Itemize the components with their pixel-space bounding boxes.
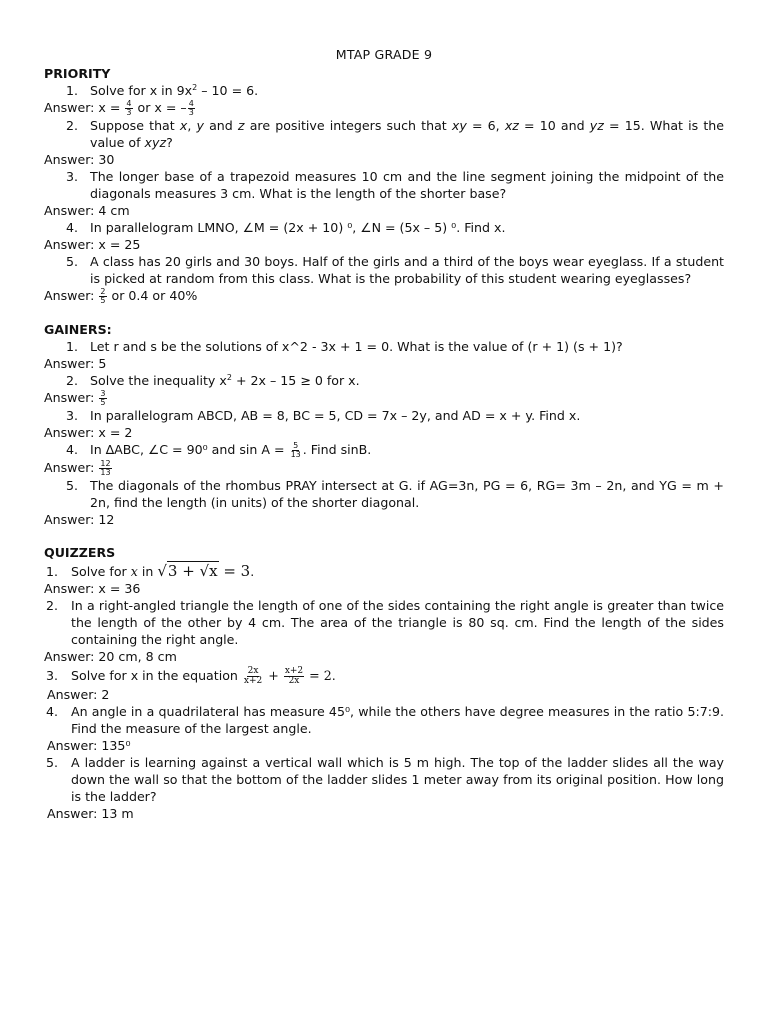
variable: x: [179, 118, 188, 133]
question-text: [90, 372, 724, 389]
variable: x: [130, 564, 138, 579]
numerator: 4: [126, 99, 132, 108]
question-text-part: ?: [166, 135, 173, 150]
question-item: [44, 754, 724, 805]
section-heading-gainers: GAINERS:: [44, 322, 112, 337]
numerator: 5: [293, 441, 299, 450]
question-text-part: = 15. What is the value of: [90, 118, 725, 150]
question-text: [71, 667, 724, 686]
answer-line: Answer: 30: [44, 152, 115, 167]
fraction: [99, 390, 106, 407]
answer-line: Answer: 13 m: [47, 806, 134, 821]
fraction: [125, 100, 132, 117]
question-number: 1.: [46, 564, 59, 579]
question-number: 5.: [66, 254, 79, 269]
answer-line: [44, 99, 724, 117]
math-expression: √3 + √x = 3: [157, 562, 251, 580]
answer-text: or 0.4 or 40%: [107, 288, 198, 303]
question-text: In parallelogram ABCD, AB = 8, BC = 5, CD = 7x – 2y, and AD = x + y. Find x.: [90, 408, 581, 423]
denominator: x+2: [243, 676, 263, 686]
denominator: 13: [100, 468, 111, 477]
question-text: A class has 20 girls and 30 boys. Half of the girls and a third of the boys wear eyeglass. If a student is picked at random from this class. What is the probability of this student wearing eyeglasses?: [90, 254, 724, 286]
question-item: [44, 665, 724, 686]
question-text-part: + 2x – 15 ≥ 0 for x.: [231, 373, 360, 388]
denominator: 5: [100, 398, 106, 407]
question-number: 2.: [46, 598, 59, 613]
exponent: 2: [226, 372, 232, 382]
question-text: [90, 82, 724, 99]
denominator: 3: [188, 108, 194, 117]
denominator: 2x: [288, 676, 300, 686]
question-item: [44, 82, 724, 99]
question-number: 3.: [46, 668, 59, 683]
question-text-part: = 6,: [466, 118, 505, 133]
question-text-part: Solve for x in 9x: [90, 83, 193, 98]
question-text: [90, 441, 724, 459]
question-text-part: In ∆ABC, ∠C = 90⁰ and sin A =: [90, 442, 289, 457]
question-text: A ladder is learning against a vertical wall which is 5 m high. The top of the ladder slides all the way down the wall so that the bottom of the ladder slides 1 meter away from its original position. How long is the ladder?: [71, 755, 724, 804]
question-item: [44, 372, 724, 389]
question-text-part: – 10 = 6.: [197, 83, 259, 98]
question-number: 1.: [66, 83, 79, 98]
question-text-part: Suppose that: [90, 118, 180, 133]
denominator: 5: [100, 296, 106, 305]
fraction: [188, 100, 195, 117]
variable: xz: [504, 118, 519, 133]
numerator: x+2: [284, 666, 304, 676]
question-number: 3.: [66, 169, 79, 184]
variable: yz: [589, 118, 604, 133]
section-spacer: [44, 305, 724, 321]
question-item: [44, 561, 724, 580]
page-title: MTAP GRADE 9: [335, 47, 433, 62]
answer-line: [44, 389, 724, 407]
numerator: 3: [100, 389, 106, 398]
math-rhs: = 3: [218, 562, 251, 580]
math-rhs: = 2: [305, 668, 332, 683]
question-text: The longer base of a trapezoid measures 10 cm and the line segment joining the midpoint of the diagonals measures 3 cm. What is the length of the shorter base?: [90, 169, 724, 201]
question-text-part: . Find sinB.: [302, 442, 372, 457]
answer-text: Answer:: [44, 288, 99, 303]
numerator: 12: [100, 459, 111, 468]
fraction: [243, 667, 263, 686]
question-number: 2.: [66, 373, 79, 388]
answer-line: Answer: 20 cm, 8 cm: [44, 649, 177, 664]
numerator: 2: [100, 287, 106, 296]
denominator: 3: [126, 108, 132, 117]
variable: xyz: [144, 135, 167, 150]
variable: y: [196, 118, 204, 133]
question-item: [44, 168, 724, 202]
exponent: 2: [192, 82, 198, 92]
numerator: 2x: [247, 666, 259, 676]
question-item: [44, 407, 724, 424]
question-text-part: .: [331, 668, 336, 683]
question-number: 4.: [66, 442, 79, 457]
question-text: In a right-angled triangle the length of one of the sides containing the right angle is greater than twice the length of the other by 4 cm. The area of the triangle is 80 sq. cm. Find the length of the sides containing the right angle.: [71, 598, 724, 647]
question-text-part: Solve the inequality x: [90, 373, 227, 388]
question-text: [71, 563, 724, 580]
question-item: [44, 441, 724, 459]
question-text-part: and: [203, 118, 238, 133]
answer-line: Answer: x = 36: [44, 581, 141, 596]
answer-line: Answer: x = 2: [44, 425, 133, 440]
section-heading-priority: PRIORITY: [44, 66, 111, 81]
question-text-part: = 10 and: [518, 118, 590, 133]
denominator: 13: [290, 450, 301, 459]
math-operator: +: [264, 668, 283, 683]
question-number: 4.: [66, 220, 79, 235]
fraction: [290, 442, 302, 459]
section-spacer: [44, 528, 724, 544]
answer-line: Answer: 4 cm: [44, 203, 130, 218]
question-text: [90, 117, 724, 151]
answer-line: Answer: x = 25: [44, 237, 141, 252]
question-text-part: ,: [187, 118, 197, 133]
answer-line: Answer: 2: [47, 687, 110, 702]
question-text: Let r and s be the solutions of x^2 - 3x + 1 = 0. What is the value of (r + 1) (s + 1)?: [90, 339, 623, 354]
radicand: 3 + √x: [167, 562, 218, 580]
question-item: [44, 477, 724, 511]
question-number: 4.: [46, 704, 59, 719]
answer-text: Answer:: [44, 390, 99, 405]
question-text-part: in: [137, 564, 158, 579]
question-item: [44, 597, 724, 648]
variable: z: [237, 118, 245, 133]
question-item: [44, 338, 724, 355]
question-text: In parallelogram LMNO, ∠M = (2x + 10) ⁰, ∠N = (5x – 5) ⁰. Find x.: [90, 220, 506, 235]
numerator: 4: [188, 99, 194, 108]
section-heading-quizzers: QUIZZERS: [44, 545, 116, 560]
fraction: [99, 288, 106, 305]
question-text: The diagonals of the rhombus PRAY intersect at G. if AG=3n, PG = 6, RG= 3m – 2n, and YG = m + 2n, find the length (in units) of the shorter diagonal.: [90, 478, 724, 510]
question-item: [44, 703, 724, 737]
question-number: 3.: [66, 408, 79, 423]
question-item: [44, 219, 724, 236]
answer-line: Answer: 135⁰: [47, 738, 131, 753]
document-page: [44, 46, 724, 822]
fraction: [284, 667, 304, 686]
question-number: 1.: [66, 339, 79, 354]
question-text-part: Solve for x in the equation: [71, 668, 242, 683]
answer-text: or x = –: [133, 100, 187, 115]
variable: xy: [451, 118, 467, 133]
answer-line: [44, 287, 724, 305]
fraction: [99, 460, 111, 477]
question-text-part: .: [250, 564, 255, 579]
answer-text: Answer:: [44, 460, 99, 475]
question-text: An angle in a quadrilateral has measure 45⁰, while the others have degree measures in the ratio 5:7:9. Find the measure of the largest angle.: [71, 704, 724, 736]
question-item: [44, 253, 724, 287]
question-number: 5.: [46, 755, 59, 770]
question-number: 5.: [66, 478, 79, 493]
question-item: [44, 117, 724, 151]
answer-line: Answer: 5: [44, 356, 107, 371]
answer-line: Answer: 12: [44, 512, 115, 527]
question-number: 2.: [66, 118, 79, 133]
question-text-part: are positive integers such that: [244, 118, 452, 133]
answer-line: [44, 459, 724, 477]
answer-text: Answer: x =: [44, 100, 125, 115]
question-text-part: Solve for: [71, 564, 131, 579]
